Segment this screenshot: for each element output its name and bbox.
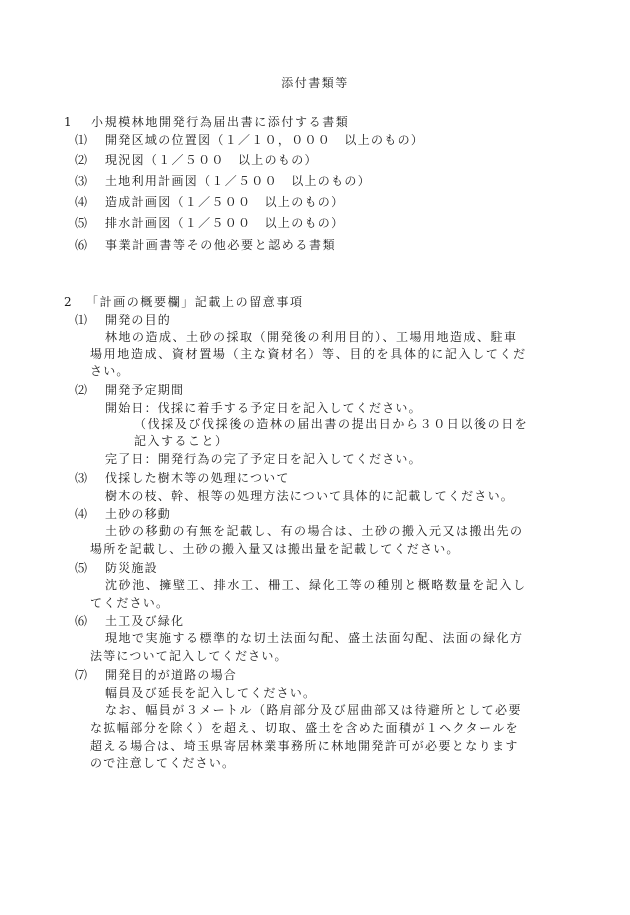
section2-item3-number: ⑶ bbox=[75, 471, 88, 485]
section2-item6-number: ⑹ bbox=[75, 614, 88, 628]
section2-item5-line: てください。 bbox=[90, 596, 170, 610]
section2-item3-line: 樹木の枝、幹、根等の処理方法について具体的に記載してください。 bbox=[105, 489, 514, 503]
section2-item4-line: 場所を記載し、土砂の搬入量又は搬出量を記載してください。 bbox=[90, 542, 460, 556]
section1-heading: 小規模林地開発行為届出書に添付する書類 bbox=[91, 115, 350, 129]
section2-item5-line: 沈砂池、擁壁工、排水工、柵工、緑化工等の種別と概略数量を記入し bbox=[105, 578, 527, 592]
section1-item3-number: ⑶ bbox=[75, 174, 88, 188]
section2-item4-number: ⑷ bbox=[75, 507, 88, 521]
section2-item3-heading: 伐採した樹木等の処理について bbox=[105, 471, 290, 485]
section2-item7-line: なお、幅員が３メートル（路肩部分及び屈曲部又は待避所として必要 bbox=[105, 703, 522, 717]
section2-item2-line: 完了日：開発行為の完了予定日を記入してください。 bbox=[105, 452, 422, 466]
section2-item1-line: さい。 bbox=[90, 364, 130, 378]
section2-item2-line: 記入すること） bbox=[134, 434, 229, 448]
section1-item6-number: ⑹ bbox=[75, 238, 88, 252]
section1-item6-text: 事業計画書等その他必要と認める書類 bbox=[105, 238, 337, 252]
section1-number: 1 bbox=[64, 115, 72, 129]
section2-heading: 「計画の概要欄」記載上の留意事項 bbox=[86, 295, 304, 309]
section1-item3-text: 土地利用計画図（１／５００ 以上のもの） bbox=[105, 174, 372, 188]
section1-item1-number: ⑴ bbox=[75, 133, 88, 147]
section1-item1-text: 開発区域の位置図（１／１０，０００ 以上のもの） bbox=[105, 133, 425, 147]
section2-item1-line: 林地の造成、土砂の採取（開発後の利用目的）、工場用地造成、駐車 bbox=[105, 330, 518, 344]
section1-item5-text: 排水計画図（１／５００ 以上のもの） bbox=[105, 216, 345, 230]
section2-item2-line: （伐採及び伐採後の造林の届出書の提出日から３０日以後の日を bbox=[134, 417, 529, 431]
section2-item2-number: ⑵ bbox=[75, 383, 88, 397]
section2-item6-line: 現地で実施する標準的な切土法面勾配、盛土法面勾配、法面の緑化方 bbox=[105, 631, 524, 645]
section2-number: 2 bbox=[64, 295, 72, 309]
section2-item6-heading: 土工及び緑化 bbox=[105, 614, 185, 628]
section1-item2-number: ⑵ bbox=[75, 153, 88, 167]
section2-item7-line: 幅員及び延長を記入してください。 bbox=[105, 686, 317, 700]
section2-item7-line: 超える場合は、埼玉県寄居林業事務所に林地開発許可が必要となります bbox=[90, 739, 519, 753]
section1-item4-text: 造成計画図（１／５００ 以上のもの） bbox=[105, 195, 345, 209]
section2-item2-heading: 開発予定期間 bbox=[105, 383, 185, 397]
section2-item1-heading: 開発の目的 bbox=[105, 313, 172, 327]
section1-item5-number: ⑸ bbox=[75, 216, 88, 230]
section2-item6-line: 法等について記入してください。 bbox=[90, 649, 288, 663]
section2-item1-number: ⑴ bbox=[75, 313, 88, 327]
section2-item1-line: 場用地造成、資材置場（主な資材名）等、目的を具体的に記入してくだ bbox=[90, 347, 527, 361]
page-title: 添付書類等 bbox=[281, 76, 349, 90]
section2-item7-line: ので注意してください。 bbox=[90, 756, 236, 770]
section2-item7-number: ⑺ bbox=[75, 668, 88, 682]
section2-item7-line: な拡幅部分を除く）を超え、切取、盛土を含めた面積が１ヘクタールを bbox=[90, 721, 520, 735]
section2-item5-heading: 防災施設 bbox=[105, 561, 158, 575]
section2-item4-line: 土砂の移動の有無を記載し、有の場合は、土砂の搬入元又は搬出先の bbox=[105, 524, 524, 538]
section2-item7-heading: 開発目的が道路の場合 bbox=[105, 668, 238, 682]
section1-item2-text: 現況図（１／５００ 以上のもの） bbox=[105, 153, 318, 167]
section2-item4-heading: 土砂の移動 bbox=[105, 507, 172, 521]
section2-item5-number: ⑸ bbox=[75, 561, 88, 575]
section2-item2-line: 開始日：伐採に着手する予定日を記入してください。 bbox=[105, 401, 422, 415]
section1-item4-number: ⑷ bbox=[75, 195, 88, 209]
